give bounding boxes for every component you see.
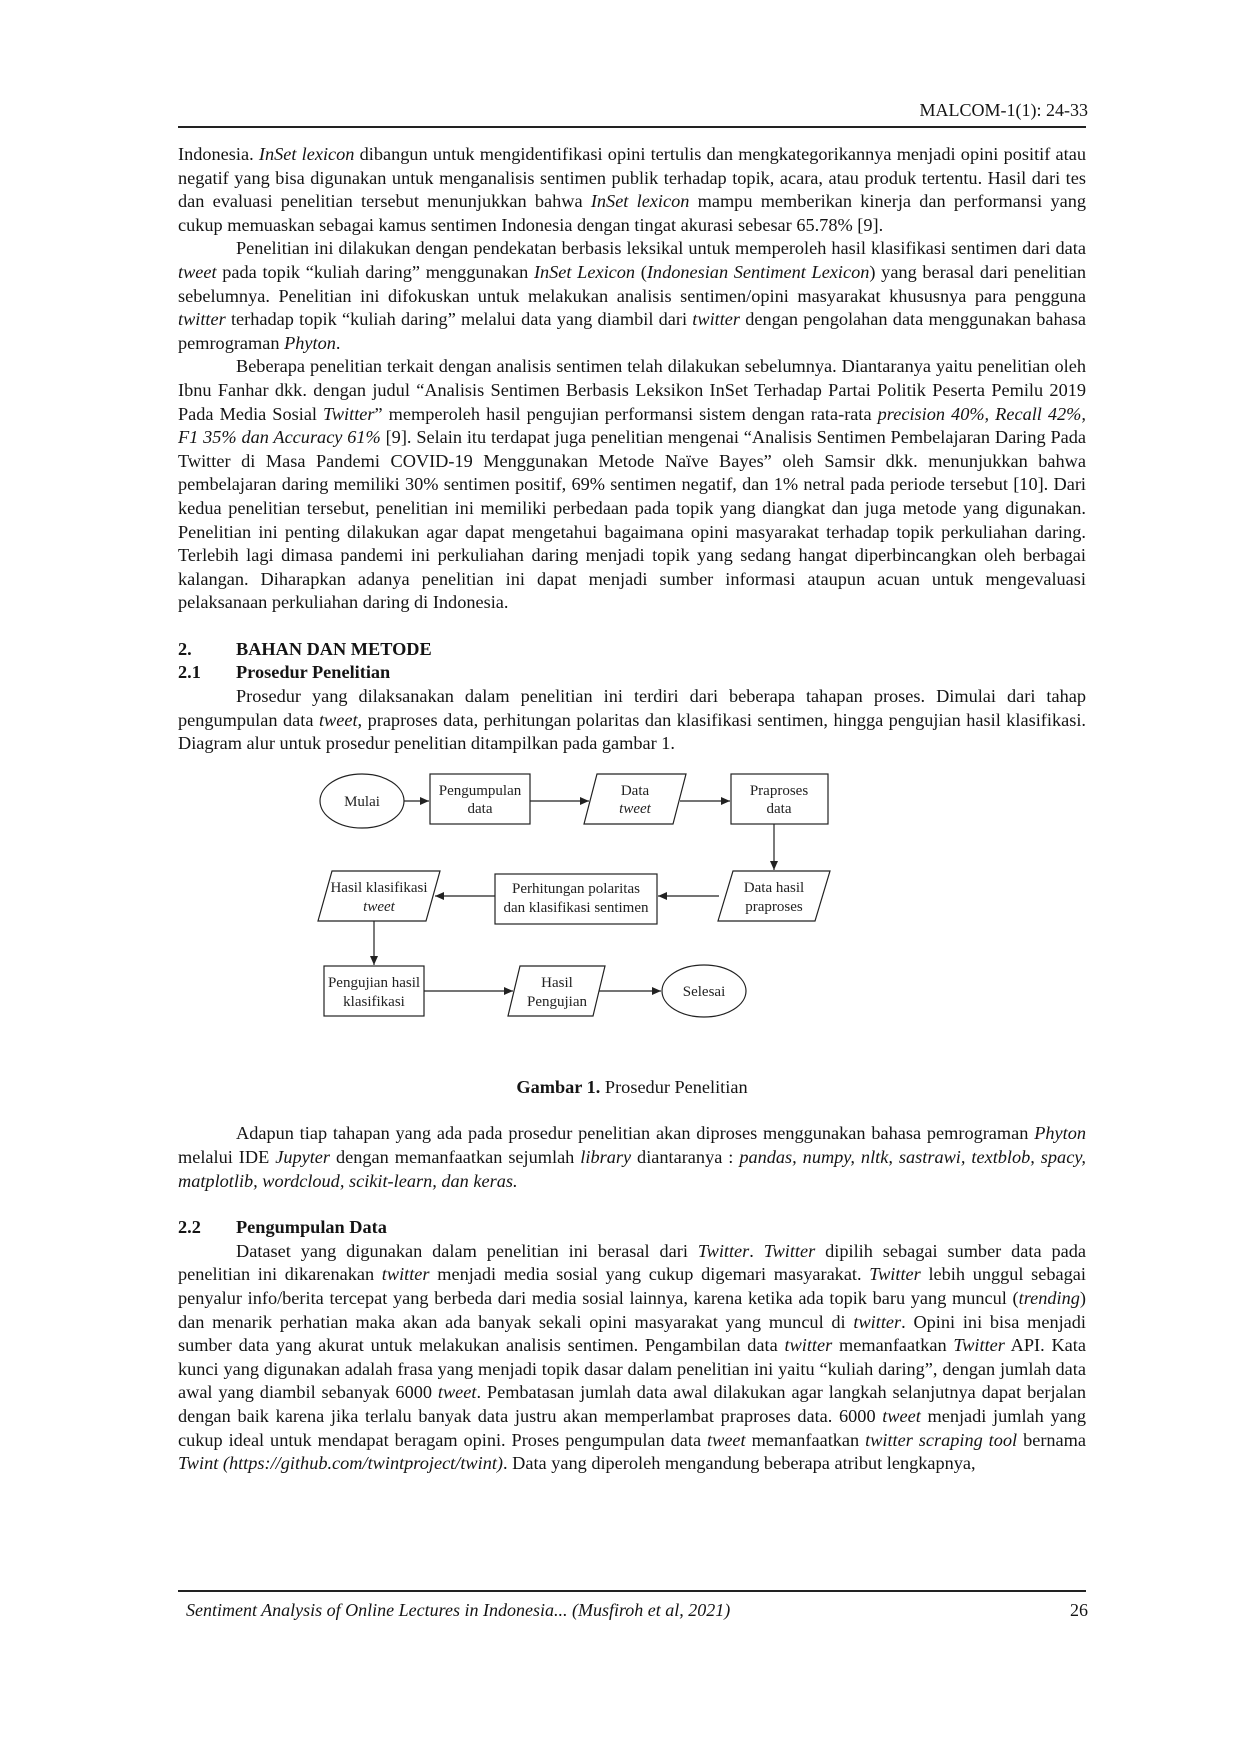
- text-run: melalui IDE: [178, 1147, 276, 1168]
- paragraph-5: [178, 1122, 1086, 1193]
- text-run: library: [580, 1147, 632, 1168]
- text-run: dengan memanfaatkan sejumlah: [330, 1147, 581, 1168]
- paragraph-6: [178, 1240, 1086, 1476]
- subsection-title: Pengumpulan Data: [236, 1217, 387, 1238]
- spacer: [178, 1193, 1086, 1216]
- paragraph-1: [178, 143, 1086, 237]
- text-run: Twint (https://github.com/twintproject/twint): [178, 1453, 503, 1474]
- text-run: ) dan menarik perhatian maka akan ada banyak sekali opini masyarakat yang muncul di: [178, 1288, 1086, 1332]
- text-run: ) yang berasal dari penelitian sebelumnya. Penelitian ini difokuskan untuk melakukan analisis sentimen/opini masyarakat khususnya para pengguna: [178, 261, 1087, 306]
- node-label-data-tweet-2: tweet: [619, 800, 651, 817]
- text-run: . Pembatasan jumlah data awal dilakukan agar langkah selanjutnya dapat berjalan dengan baik karena jika terlalu banyak data justru akan memperlambat praproses data. 6000: [178, 1382, 1086, 1426]
- text-run: [9]. Selain itu terdapat juga penelitian mengenai “Analisis Sentimen Pembelajaran Daring Pada Twitter di Masa Pandemi COVID-19 Menggunakan Metode Naïve Bayes” oleh Samsir dkk. menunjukkan bahwa pembelajaran daring memiliki 30% sentimen positif, 69% sentimen negatif, dan 1% netral pada periode tersebut [10]. Dari kedua penelitian tersebut, penelitian ini memiliki perbedaan pada topik yang diangkat dan juga metode yang digunakan. Penelitian ini penting dilakukan agar dapat mengetahui bagaimana opini masyarakat terhadap topik perkuliahan daring. Terlebih lagi dimasa pandemi ini perkuliahan daring menjadi topik yang sedang hangat diperbincangkan oleh berbagai kalangan. Diharapkan adanya penelitian ini dapat menjadi sumber informasi ataupun acuan untuk mengevaluasi pelaksanaan perkuliahan daring di Indonesia.: [178, 427, 1086, 613]
- text-run: API. Kata kunci yang digunakan adalah frasa yang menjadi topik dasar dalam penelitian ini yaitu “kuliah daring”, dengan jumlah data awal yang diambil sebanyak 6000: [178, 1335, 1086, 1403]
- text-run: tweet: [318, 709, 358, 730]
- node-label-hasil-klasifikasi-2: tweet: [363, 898, 395, 915]
- text-run: bernama: [1017, 1429, 1086, 1450]
- text-run: dengan pengolahan data menggunakan bahasa pemrograman: [178, 309, 1086, 353]
- text-run: mampu memberikan kinerja dan performansi yang cukup memuaskan sebagai kamus sentimen Indonesia dengan tingat akurasi sebesar 65.78% [9].: [178, 191, 1086, 235]
- text-run: dibangun untuk mengidentifikasi opini tertulis dan mengkategorikannya menjadi opini positif atau negatif yang bisa digunakan untuk menganalisis sentimen publik terhadap topik, acara, atau produk tertentu. Hasil dari tes dan evaluasi penelitian tersebut menunjukkan bahwa: [178, 144, 1086, 212]
- text-run: twitter: [853, 1311, 902, 1332]
- node-label-data-hasil-1: Data hasil: [743, 879, 805, 896]
- text-run: twitter: [381, 1264, 430, 1285]
- text-run: tweet: [178, 261, 217, 282]
- text-run: menjadi jumlah yang cukup ideal untuk mendapat beragam opini. Proses pengumpulan data: [178, 1405, 1086, 1450]
- spacer: [178, 1099, 1086, 1122]
- paragraph-4: [178, 685, 1086, 756]
- text-run: tweet: [882, 1405, 921, 1426]
- text-run: Jupyter: [275, 1147, 331, 1168]
- footer-rule: [178, 1590, 1086, 1592]
- flowchart-diagram: [178, 766, 1086, 1076]
- node-label-data-hasil-2: praproses: [745, 898, 803, 915]
- text-run: InSet lexicon: [590, 191, 690, 212]
- text-run: InSet lexicon: [258, 144, 355, 164]
- text-run: twitter: [178, 309, 226, 330]
- text-run: Twitter: [697, 1240, 750, 1261]
- text-run: twitter: [784, 1335, 833, 1356]
- text-run: Phyton: [284, 332, 336, 353]
- figure-caption-label: Gambar 1.: [516, 1076, 601, 1097]
- node-label-data-tweet-1: Data: [620, 782, 650, 799]
- text-run: Twitter: [869, 1264, 921, 1285]
- text-run: memanfaatkan: [832, 1335, 954, 1356]
- text-run: Adapun tiap tahapan yang ada pada prosedur penelitian akan diproses menggunakan bahasa pemrograman: [236, 1123, 1035, 1144]
- text-run: (: [635, 261, 647, 282]
- text-run: .: [749, 1240, 764, 1261]
- text-run: Prosedur yang dilaksanakan dalam penelitian ini terdiri dari beberapa tahapan proses. Dimulai dari tahap pengumpulan data: [178, 686, 1086, 730]
- text-run: diantaranya :: [631, 1147, 740, 1168]
- text-run: lebih unggul sebagai penyalur info/berita tercepat yang berbeda dari media sosial lainnya, karena ketika ada topik baru yang muncul (: [178, 1264, 1086, 1308]
- text-run: twitter: [692, 309, 741, 330]
- subsection-title: Prosedur Penelitian: [236, 662, 391, 683]
- section-number: 2.: [178, 638, 192, 659]
- text-run: Dataset yang digunakan dalam penelitian ini berasal dari: [236, 1240, 698, 1261]
- section-title: BAHAN DAN METODE: [236, 638, 432, 659]
- text-run: Twitter: [953, 1335, 1005, 1356]
- paragraph-3: [178, 355, 1086, 615]
- section-heading: [178, 638, 1086, 662]
- node-label-praproses-2: data: [766, 800, 792, 817]
- text-run: , praproses data, perhitungan polaritas dan klasifikasi sentimen, hingga pengujian hasil klasifikasi. Diagram alur untuk prosedur penelitian ditampilkan pada gambar 1.: [178, 709, 1086, 754]
- node-label-mulai: Mulai: [344, 793, 380, 810]
- text-run: . Opini ini bisa menjadi sumber data yang akurat untuk melakukan analisis sentimen. Pengambilan data: [178, 1311, 1086, 1356]
- text-run: twitter scraping tool: [865, 1429, 1018, 1450]
- text-run: dipilih sebagai sumber data pada penelitian ini dikarenakan: [178, 1240, 1086, 1285]
- text-run: trending: [1018, 1288, 1080, 1308]
- node-label-hasil-pengujian-2: Pengujian: [527, 993, 587, 1010]
- text-run: Twitter: [763, 1240, 816, 1261]
- body-content: [178, 143, 1086, 1476]
- text-run: .: [335, 332, 341, 353]
- text-run: memanfaatkan: [745, 1429, 866, 1450]
- text-run: ” memperoleh hasil pengujian performansi sistem dengan rata-rata: [374, 403, 878, 424]
- node-label-pengumpulan-2: data: [467, 800, 493, 817]
- subsection-number: 2.2: [178, 1217, 201, 1238]
- node-label-pengumpulan-1: Pengumpulan: [438, 782, 522, 799]
- flowchart-figure: [178, 766, 1086, 1076]
- text-run: menjadi media sosial yang cukup digemari masyarakat.: [429, 1264, 870, 1285]
- text-run: precision 40%, Recall 42%, F1 35% dan Accuracy 61%: [178, 403, 1086, 448]
- text-run: Twitter: [323, 403, 375, 424]
- subsection-number: 2.1: [178, 662, 201, 683]
- text-run: . Data yang diperoleh mengandung beberapa atribut lengkapnya,: [503, 1453, 976, 1474]
- node-label-selesai: Selesai: [682, 983, 726, 1000]
- figure-caption: [178, 1076, 1086, 1100]
- running-header: MALCOM-1(1): 24-33: [919, 100, 1088, 120]
- text-run: InSet Lexicon: [533, 261, 636, 282]
- node-label-perhitungan-1: Perhitungan polaritas: [512, 880, 640, 897]
- text-run: terhadap topik “kuliah daring” melalui data yang diambil dari: [225, 309, 693, 330]
- node-label-praproses-1: Praproses: [749, 782, 809, 799]
- node-label-hasil-pengujian-1: Hasil: [541, 974, 573, 991]
- node-label-perhitungan-2: dan klasifikasi sentimen: [503, 899, 649, 916]
- subsection-heading-2: [178, 1216, 1086, 1240]
- text-run: tweet: [437, 1382, 477, 1403]
- text-run: Phyton: [1034, 1123, 1086, 1144]
- footer-citation: Sentiment Analysis of Online Lectures in Indonesia... (Musfiroh et al, 2021): [186, 1600, 731, 1620]
- node-label-hasil-klasifikasi-1: Hasil klasifikasi: [330, 879, 428, 896]
- node-label-pengujian-1: Pengujian hasil: [327, 974, 421, 991]
- text-run: tweet: [707, 1429, 746, 1450]
- node-label-pengujian-2: klasifikasi: [343, 993, 405, 1010]
- header-rule: [178, 126, 1086, 128]
- paragraph-2: [178, 237, 1086, 355]
- text-run: Indonesia.: [178, 144, 259, 164]
- subsection-heading-1: [178, 661, 1086, 685]
- page-number: 26: [1070, 1600, 1088, 1620]
- figure-caption-text: Prosedur Penelitian: [600, 1076, 748, 1097]
- text-run: Indonesian Sentiment Lexicon: [646, 261, 870, 282]
- text-run: pandas, numpy, nltk, sastrawi, textblob, spacy, matplotlib, wordcloud, scikit-learn, dan keras.: [178, 1147, 1086, 1191]
- text-run: pada topik “kuliah daring” menggunakan: [216, 261, 534, 282]
- text-run: Beberapa penelitian terkait dengan analisis sentimen telah dilakukan sebelumnya. Diantaranya yaitu penelitian oleh Ibnu Fanhar dkk. dengan judul “Analisis Sentimen Berbasis Leksikon InSet Terhadap Partai Politik Peserta Pemilu 2019 Pada Media Sosial: [178, 356, 1086, 424]
- text-run: Penelitian ini dilakukan dengan pendekatan berbasis leksikal untuk memperoleh hasil klasifikasi sentimen dari data: [236, 238, 1086, 259]
